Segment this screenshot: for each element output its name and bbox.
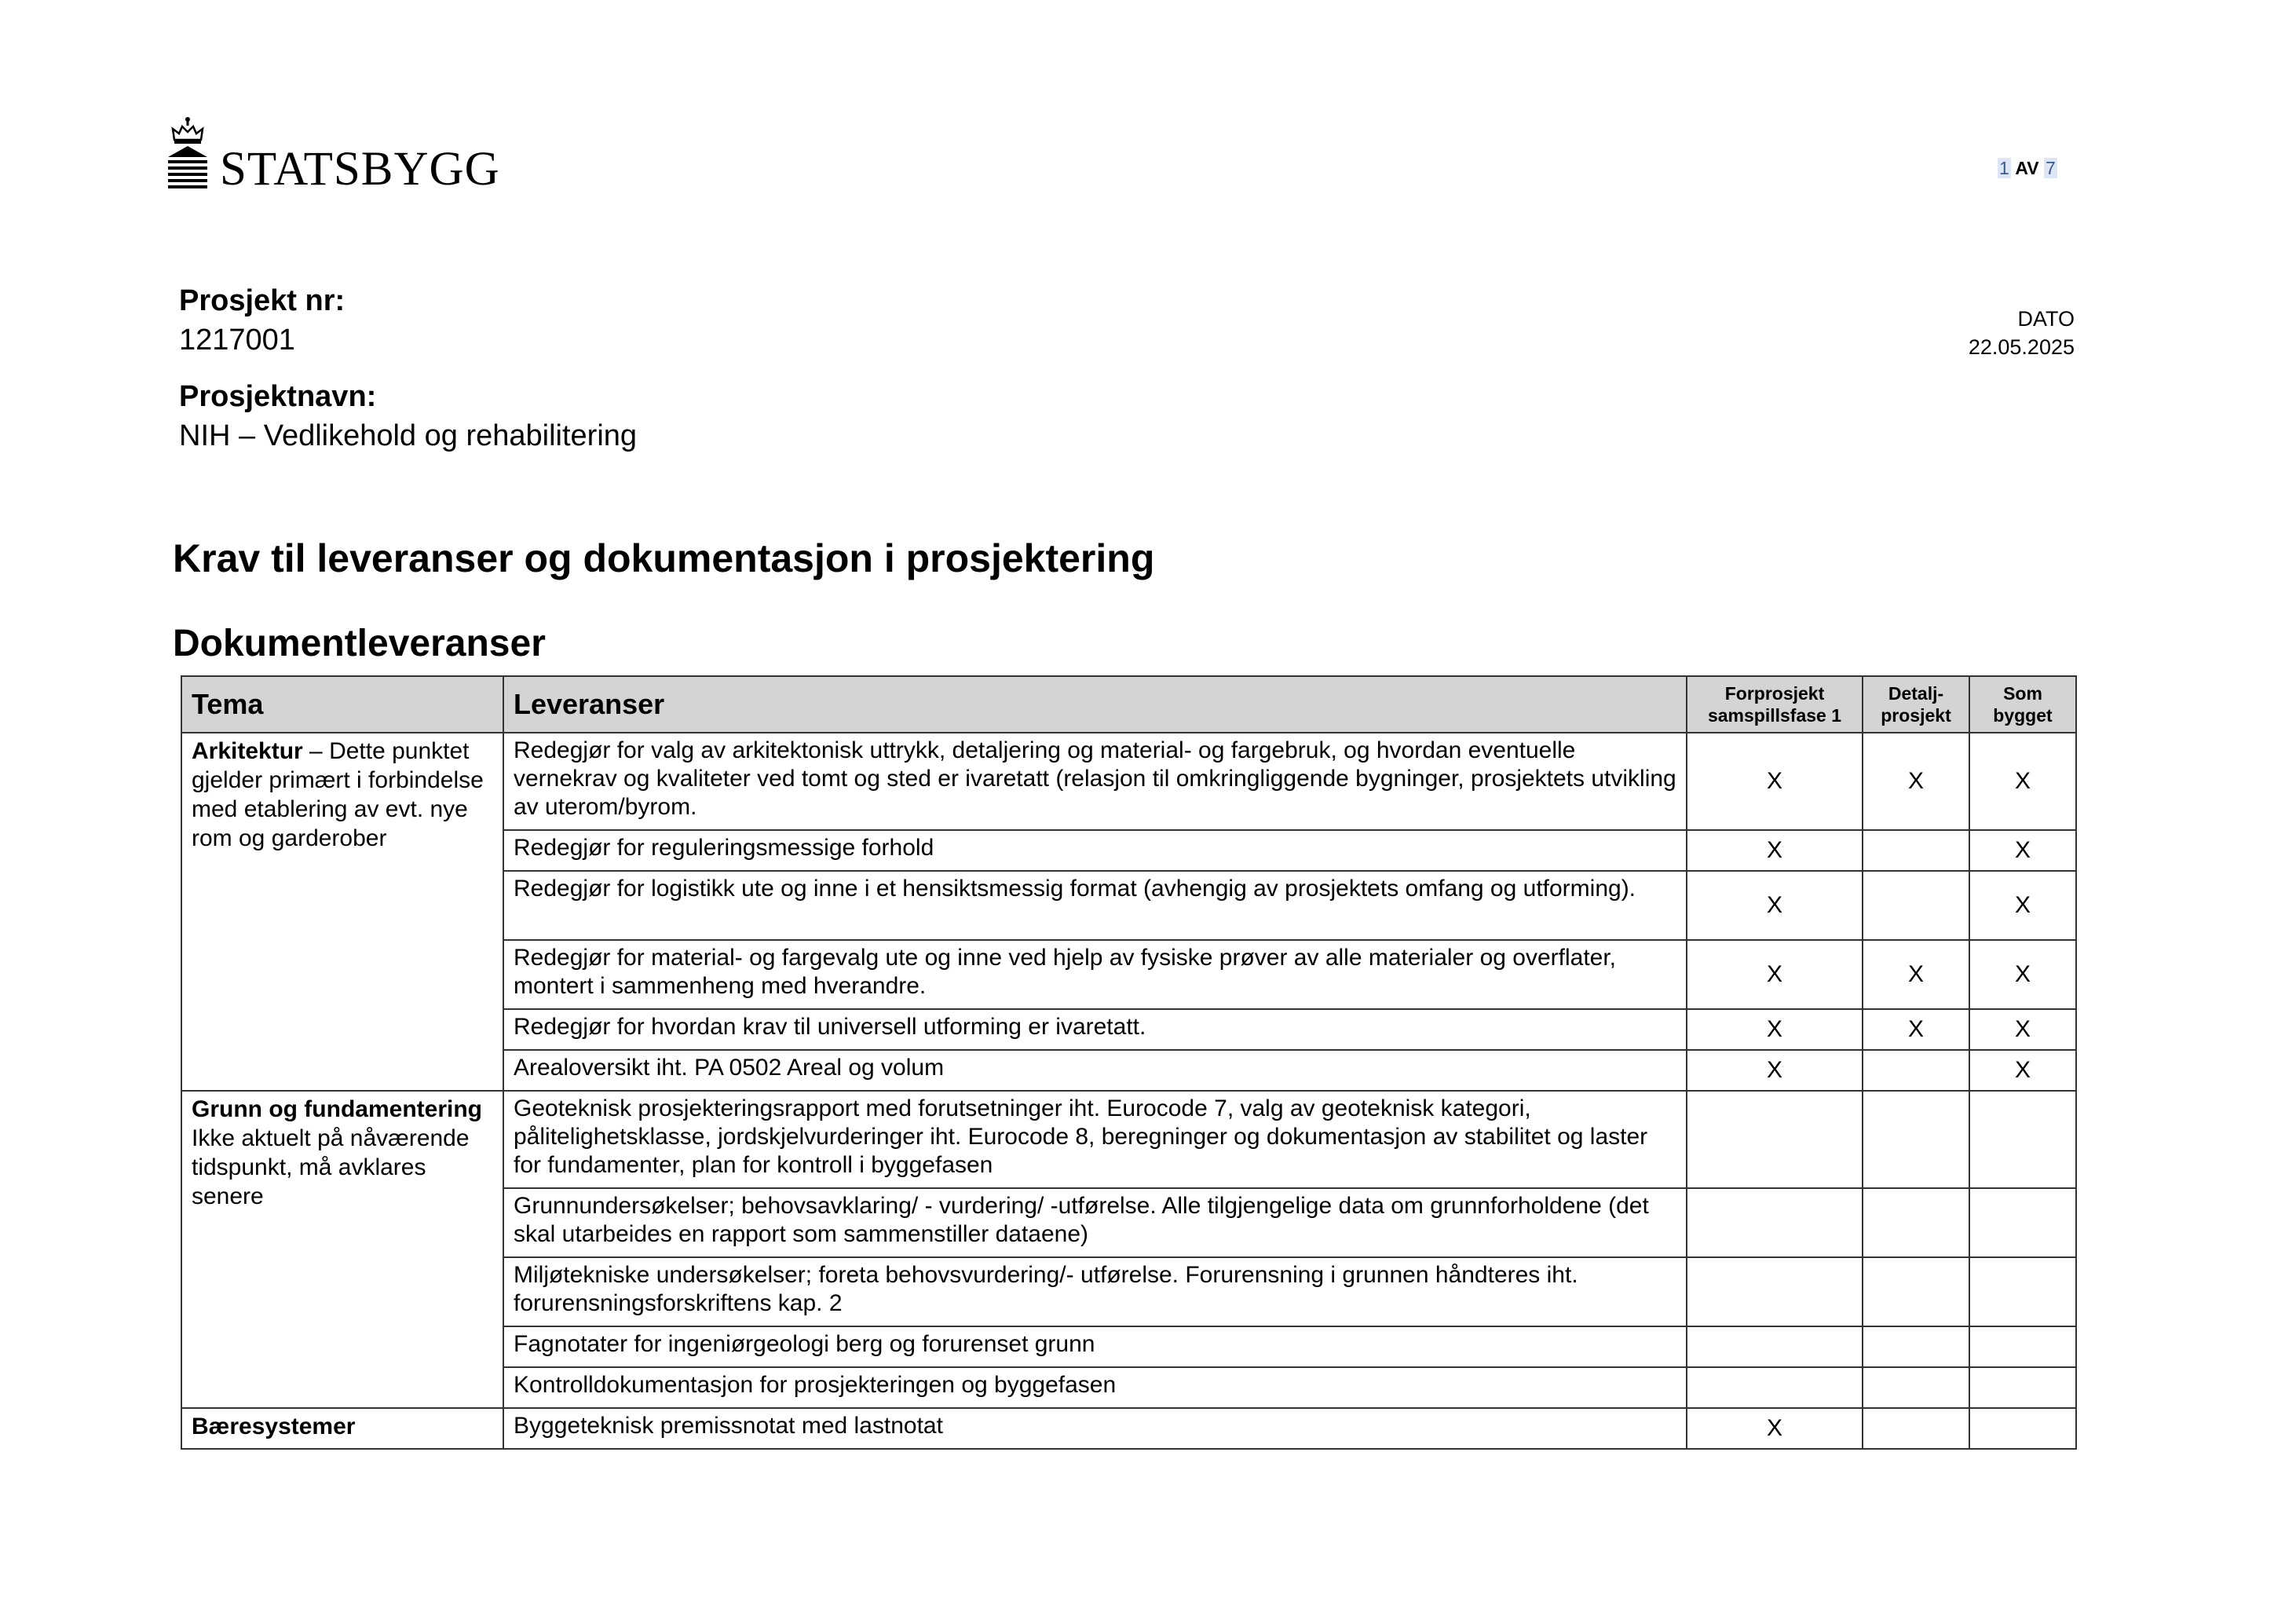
detaljprosjekt-mark — [1863, 871, 1969, 940]
som-bygget-mark: X — [1969, 733, 2076, 830]
deliverable-text: Redegjør for hvordan krav til universell utforming er ivaretatt. — [503, 1009, 1687, 1050]
detaljprosjekt-mark — [1863, 1408, 1969, 1449]
header-detaljprosjekt: Detalj- prosjekt — [1863, 676, 1969, 733]
logo-text: STATSBYGG — [220, 143, 500, 196]
project-info — [179, 281, 637, 455]
header-forprosjekt: Forprosjekt samspillsfase 1 — [1687, 676, 1863, 733]
table-header-row — [181, 676, 2076, 733]
tema-description: Ikke aktuelt på nåværende tidspunkt, må avklares senere — [192, 1125, 470, 1209]
detaljprosjekt-mark — [1863, 1188, 1969, 1257]
section-title: Dokumentleveranser — [173, 623, 546, 664]
som-bygget-mark: X — [1969, 871, 2076, 940]
som-bygget-mark: X — [1969, 940, 2076, 1009]
som-bygget-mark: X — [1969, 1050, 2076, 1091]
tema-description: – Dette punktet gjelder primært i forbindelse med etablering av evt. nye rom og garderober — [192, 738, 484, 851]
som-bygget-mark — [1969, 1326, 2076, 1367]
forprosjekt-mark — [1687, 1257, 1863, 1326]
tema-name: Bæresystemer — [192, 1414, 356, 1439]
tema-cell — [181, 1091, 503, 1408]
forprosjekt-mark: X — [1687, 1408, 1863, 1449]
deliverable-text: Miljøtekniske undersøkelser; foreta behovsvurdering/- utførelse. Forurensning i grunnen håndteres iht. forurensningsforskriftens kap. 2 — [503, 1257, 1687, 1326]
detaljprosjekt-mark — [1863, 830, 1969, 871]
header-leveranser: Leveranser — [503, 676, 1687, 733]
deliverable-text: Geoteknisk prosjekteringsrapport med forutsetninger iht. Eurocode 7, valg av geoteknisk kategori, pålitelighetsklasse, jordskjelvurderinger iht. Eurocode 8, beregninger og dokumentasjon av stabilitet og laster for fundamenter, plan for kontroll i byggefasen — [503, 1091, 1687, 1188]
page-separator: AV — [2015, 158, 2039, 178]
som-bygget-mark — [1969, 1367, 2076, 1408]
project-nr-value: 1217001 — [179, 324, 295, 357]
header-tema: Tema — [181, 676, 503, 733]
table-row — [181, 1091, 2076, 1188]
deliverable-text: Redegjør for valg av arkitektonisk uttrykk, detaljering og material- og fargebruk, og hvordan eventuelle vernekrav og kvaliteter ved tomt og sted er ivaretatt (relasjon til omkringliggende bygninger, prosjektets utvikling av uterom/byrom. — [503, 733, 1687, 830]
forprosjekt-mark: X — [1687, 733, 1863, 830]
deliverable-text: Byggeteknisk premissnotat med lastnotat — [503, 1408, 1687, 1449]
project-name-value: NIH – Vedlikehold og rehabilitering — [179, 419, 638, 452]
document-title: Krav til leveranser og dokumentasjon i prosjektering — [173, 536, 1155, 580]
project-nr-label: Prosjekt nr: — [179, 284, 345, 317]
forprosjekt-mark — [1687, 1091, 1863, 1188]
page-indicator — [1998, 158, 2057, 179]
crown-building-icon — [166, 116, 209, 188]
table-row — [181, 733, 2076, 830]
statsbygg-logo — [166, 116, 500, 196]
som-bygget-mark — [1969, 1091, 2076, 1188]
forprosjekt-mark — [1687, 1367, 1863, 1408]
deliverables-table — [181, 675, 2077, 1450]
project-name-label: Prosjektnavn: — [179, 380, 377, 413]
page-current: 1 — [1999, 158, 2009, 178]
deliverable-text: Redegjør for reguleringsmessige forhold — [503, 830, 1687, 871]
deliverable-text: Grunnundersøkelser; behovsavklaring/ - vurdering/ -utførelse. Alle tilgjengelige data om grunnforholdene (det skal utarbeides en rapport som sammenstiller dataene) — [503, 1188, 1687, 1257]
forprosjekt-mark: X — [1687, 940, 1863, 1009]
deliverable-text: Redegjør for logistikk ute og inne i et hensiktsmessig format (avhengig av prosjektets omfang og utforming). — [503, 871, 1687, 940]
tema-name: Arkitektur — [192, 738, 303, 764]
detaljprosjekt-mark: X — [1863, 940, 1969, 1009]
forprosjekt-mark — [1687, 1326, 1863, 1367]
tema-cell — [181, 1408, 503, 1449]
detaljprosjekt-mark — [1863, 1050, 1969, 1091]
detaljprosjekt-mark: X — [1863, 1009, 1969, 1050]
deliverable-text: Kontrolldokumentasjon for prosjekteringen og byggefasen — [503, 1367, 1687, 1408]
date-value: 22.05.2025 — [1968, 335, 2075, 359]
som-bygget-mark — [1969, 1257, 2076, 1326]
detaljprosjekt-mark: X — [1863, 733, 1969, 830]
date-label: DATO — [2017, 307, 2075, 331]
forprosjekt-mark — [1687, 1188, 1863, 1257]
deliverable-text: Fagnotater for ingeniørgeologi berg og forurenset grunn — [503, 1326, 1687, 1367]
som-bygget-mark — [1969, 1188, 2076, 1257]
date-block — [1969, 305, 2075, 361]
detaljprosjekt-mark — [1863, 1091, 1969, 1188]
page-total: 7 — [2045, 158, 2056, 178]
header-som-bygget: Som bygget — [1969, 676, 2076, 733]
detaljprosjekt-mark — [1863, 1367, 1969, 1408]
deliverable-text: Redegjør for material- og fargevalg ute og inne ved hjelp av fysiske prøver av alle materialer og overflater, montert i sammenheng med hverandre. — [503, 940, 1687, 1009]
forprosjekt-mark: X — [1687, 830, 1863, 871]
som-bygget-mark: X — [1969, 830, 2076, 871]
tema-name: Grunn og fundamentering — [192, 1096, 482, 1122]
table-row — [181, 1408, 2076, 1449]
forprosjekt-mark: X — [1687, 871, 1863, 940]
som-bygget-mark: X — [1969, 1009, 2076, 1050]
som-bygget-mark — [1969, 1408, 2076, 1449]
forprosjekt-mark: X — [1687, 1009, 1863, 1050]
tema-cell — [181, 733, 503, 1091]
detaljprosjekt-mark — [1863, 1257, 1969, 1326]
forprosjekt-mark: X — [1687, 1050, 1863, 1091]
detaljprosjekt-mark — [1863, 1326, 1969, 1367]
deliverable-text: Arealoversikt iht. PA 0502 Areal og volum — [503, 1050, 1687, 1091]
